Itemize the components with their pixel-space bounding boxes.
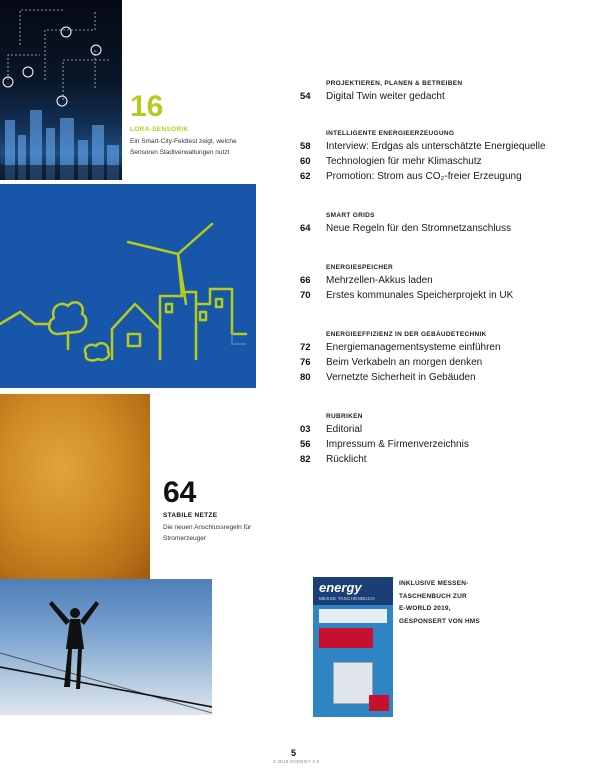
toc-section-heading: SMART GRIDS — [326, 212, 375, 219]
toc-page: 82 — [300, 454, 311, 465]
texture-image — [0, 394, 150, 579]
feature-description — [130, 136, 270, 158]
feature-description — [163, 522, 263, 544]
feature-title: STABILE NETZE — [163, 512, 218, 519]
toc-entry[interactable] — [300, 139, 590, 154]
toc-section-heading: PROJEKTIEREN, PLANEN & BETREIBEN — [326, 80, 463, 87]
toc-title: Beim Verkabeln an morgen denken — [326, 357, 483, 368]
page-number: 5 — [291, 748, 297, 758]
toc-page: 70 — [300, 290, 311, 301]
toc-section — [300, 210, 590, 236]
energy-illustration — [0, 184, 256, 388]
toc-title: Vernetzte Sicherheit in Gebäuden — [326, 372, 476, 383]
toc-title: Rücklicht — [326, 454, 367, 465]
feature-stabile-netze[interactable] — [163, 478, 263, 544]
smart-city-image — [0, 0, 122, 180]
toc-section-heading: ENERGIEEFFIZIENZ IN DER GEBÄUDETECHNIK — [326, 331, 487, 338]
promo-line: INKLUSIVE MESSEN- — [399, 580, 469, 587]
cover-logo: energy — [319, 580, 362, 595]
toc-title: Impressum & Firmenverzeichnis — [326, 439, 469, 450]
cover-corner-badge — [369, 695, 389, 711]
magazine-cover-thumbnail[interactable] — [313, 577, 393, 717]
feature-page-number: 16 — [130, 90, 164, 123]
feature-description-line: Ein Smart-City-Feldtest zeigt, welche — [130, 138, 237, 145]
toc-section-heading: ENERGIESPEICHER — [326, 264, 393, 271]
toc-entry[interactable] — [300, 355, 590, 370]
toc-entry[interactable] — [300, 437, 590, 452]
toc-title: Promotion: Strom aus CO₂-freier Erzeugung — [326, 171, 522, 182]
feature-description-line: Stromerzeuger — [163, 535, 206, 542]
tightrope-walker-photo — [0, 579, 212, 715]
toc-section — [300, 128, 590, 184]
toc-page: 76 — [300, 357, 311, 368]
toc-page: 80 — [300, 372, 311, 383]
toc-page: 64 — [300, 223, 311, 234]
page-footer: 2.2019 ENERGY 4.0 — [273, 759, 320, 764]
toc-title: Editorial — [326, 424, 363, 435]
toc-title: Neue Regeln für den Stromnetzanschluss — [326, 223, 512, 234]
city-network-icon — [0, 0, 122, 180]
toc-title: Interview: Erdgas als unterschätzte Energiequelle — [326, 141, 546, 152]
toc-page: 62 — [300, 171, 311, 182]
toc-entry[interactable] — [300, 288, 590, 303]
toc-section — [300, 411, 590, 467]
toc-section-heading: INTELLIGENTE ENERGIEERZEUGUNG — [326, 130, 455, 137]
toc-page: 66 — [300, 275, 311, 286]
toc-title: Energiemanagementsysteme einführen — [326, 342, 501, 353]
toc-page: 54 — [300, 91, 311, 102]
cover-band — [319, 609, 387, 623]
cover-subtitle: MESSE TASCHENBUCH — [319, 596, 375, 601]
toc-page: 72 — [300, 342, 311, 353]
feature-title: LORA-SENSORIK — [130, 126, 189, 133]
toc-entry[interactable] — [300, 452, 590, 467]
toc-entry[interactable] — [300, 89, 590, 104]
toc-entry[interactable] — [300, 370, 590, 385]
toc-section — [300, 78, 590, 104]
toc-page: 60 — [300, 156, 311, 167]
cover-red-box — [319, 628, 373, 648]
promo-line: GESPONSERT VON HMS — [399, 617, 480, 625]
toc-entry[interactable] — [300, 273, 590, 288]
toc-entry[interactable] — [300, 422, 590, 437]
toc-section — [300, 262, 590, 303]
table-of-contents — [300, 78, 590, 467]
toc-entry[interactable] — [300, 154, 590, 169]
feature-description-line: Sensoren Stadtverwaltungen nutzt — [130, 149, 230, 156]
feature-description-line: Die neuen Anschlussregeln für — [163, 524, 252, 531]
promo-line: E-WORLD 2019, — [399, 605, 451, 612]
toc-title: Digital Twin weiter gedacht — [326, 91, 445, 102]
toc-section-heading: RUBRIKEN — [326, 413, 363, 420]
toc-page: 58 — [300, 141, 311, 152]
toc-title: Mehrzellen-Akkus laden — [326, 275, 433, 286]
wind-turbine-illustration — [0, 184, 256, 388]
toc-page: 56 — [300, 439, 311, 450]
cover-device-image — [333, 662, 373, 704]
toc-title: Technologien für mehr Klimaschutz — [326, 156, 482, 167]
toc-title: Erstes kommunales Speicherprojekt in UK — [326, 290, 514, 301]
promo-line: TASCHENBUCH ZUR — [399, 592, 467, 600]
feature-page-number: 64 — [163, 476, 197, 509]
feature-lora[interactable] — [130, 92, 270, 158]
toc-section — [300, 329, 590, 385]
toc-entry[interactable] — [300, 169, 590, 184]
toc-entry[interactable] — [300, 221, 590, 236]
promo-text — [399, 578, 489, 628]
toc-page: 03 — [300, 424, 311, 435]
tightrope-photo — [0, 579, 212, 715]
toc-entry[interactable] — [300, 340, 590, 355]
